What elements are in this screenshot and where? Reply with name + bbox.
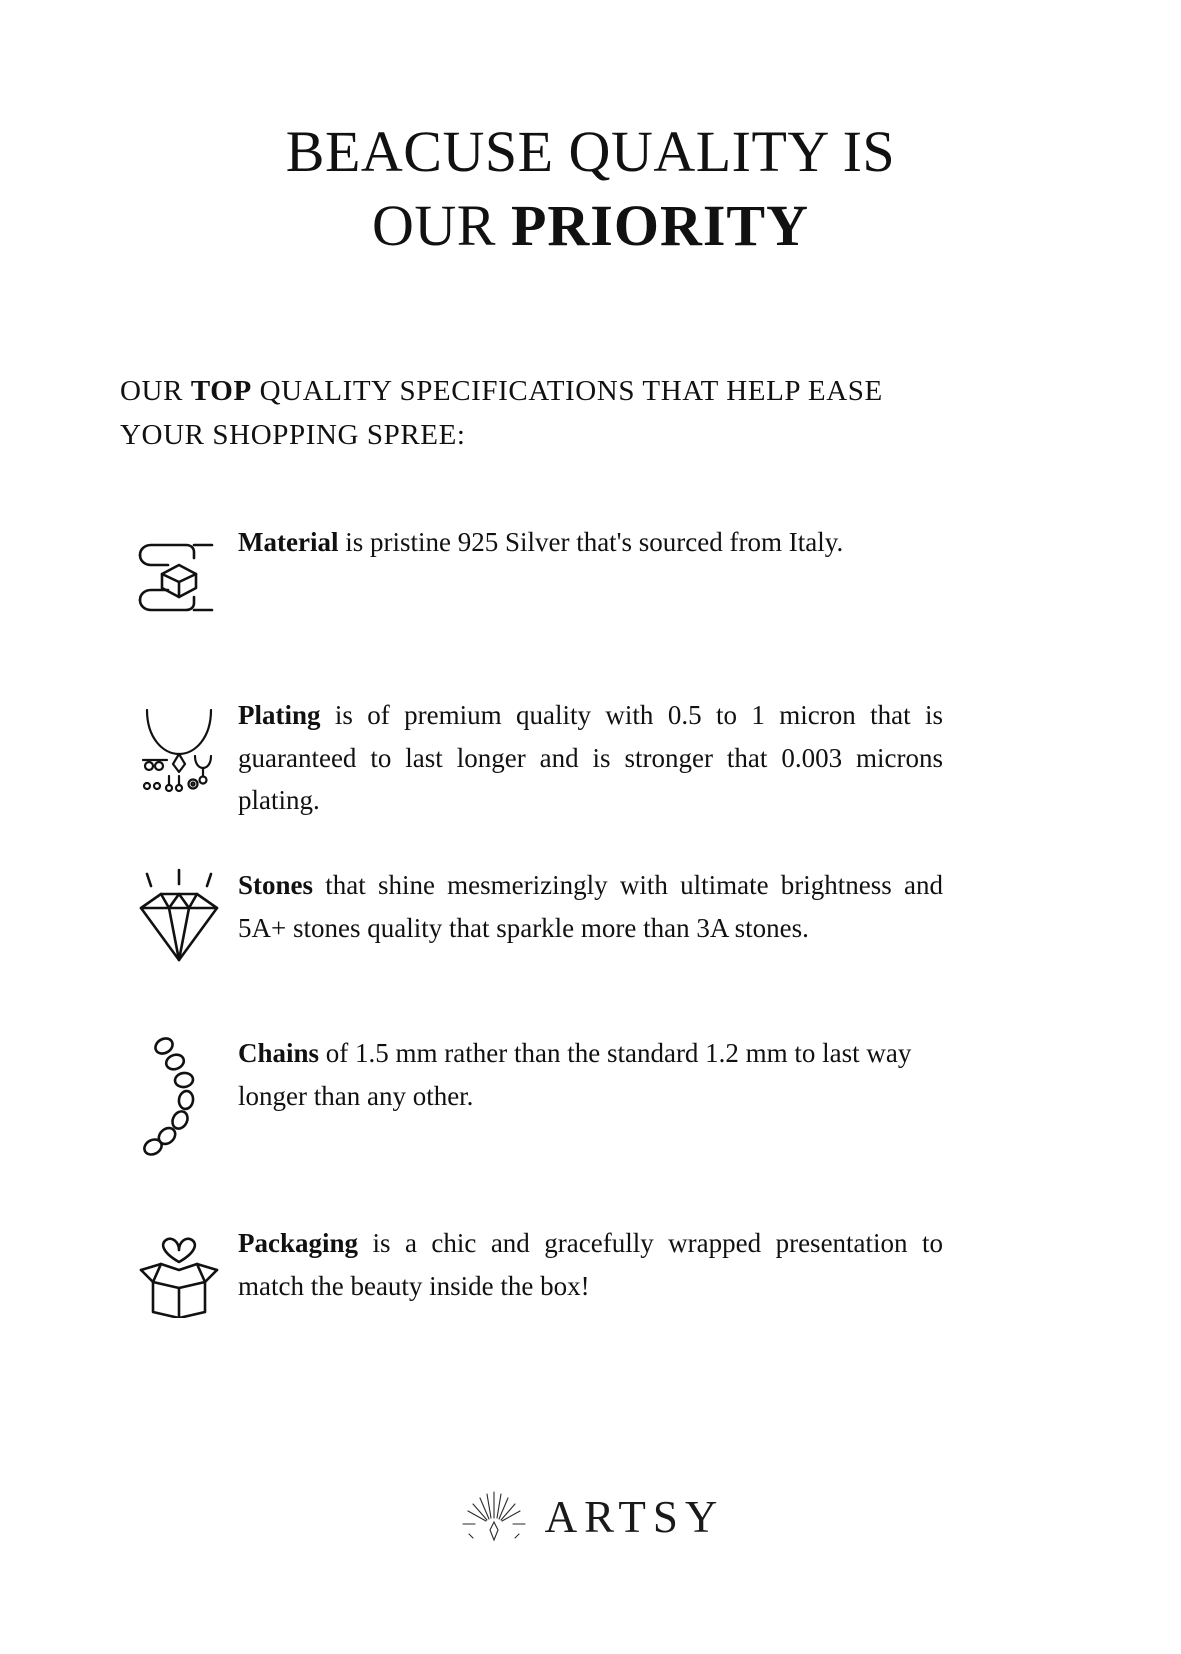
list-item-text <box>238 692 1061 822</box>
list-item-title: Chains <box>238 1038 320 1068</box>
list-item <box>120 519 1061 630</box>
brand-name: ARTSY <box>544 1492 725 1542</box>
title-line-1: BEACUSE QUALITY IS <box>285 119 896 184</box>
list-item-body: is pristine 925 Silver that's sourced from Italy. <box>338 527 844 558</box>
list-item-body: of 1.5 mm rather than the standard 1.2 mm to last way longer than any other. <box>238 1038 912 1111</box>
title-line-2-emphasis: PRIORITY <box>510 193 809 259</box>
chain-icon <box>120 1030 238 1158</box>
list-item-text <box>238 1220 1061 1307</box>
list-item-body: is a chic and gracefully wrapped presentation to match the beauty inside the box! <box>238 1228 943 1301</box>
list-item <box>120 1030 1061 1158</box>
title-line-2-prefix: OUR <box>372 193 511 259</box>
necklace-icon <box>120 692 238 794</box>
list-item-body: that shine mesmerizingly with ultimate brightness and 5A+ stones quality that sparkle more than 3A stones. <box>238 870 943 943</box>
title-line-2 <box>120 192 1061 260</box>
sunburst-icon <box>457 1488 531 1546</box>
list-item-text <box>238 1030 1061 1117</box>
diamond-icon <box>120 862 238 968</box>
list-item-text <box>238 519 1061 564</box>
list-item <box>120 862 1061 968</box>
list-item-title: Packaging <box>238 1228 359 1258</box>
subheading-emphasis: TOP <box>190 374 252 407</box>
subheading-prefix: OUR <box>120 374 191 407</box>
list-item-text <box>238 862 1061 949</box>
list-item-title: Material <box>238 527 339 558</box>
footer-logo <box>0 1488 1181 1546</box>
list-item-body: is of premium quality with 0.5 to 1 micron that is guaranteed to last longer and is stronger that 0.003 microns plating. <box>238 700 943 816</box>
page-title <box>120 0 1061 261</box>
hand-holding-box-icon <box>120 519 238 630</box>
list-item-title: Stones <box>238 870 314 900</box>
list-item-title: Plating <box>238 700 321 731</box>
list-item <box>120 1220 1061 1318</box>
list-item <box>120 692 1061 822</box>
feature-list <box>120 519 1061 1318</box>
subheading-rest: QUALITY SPECIFICATIONS THAT HELP EASE YOUR SHOPPING SPREE: <box>120 374 883 451</box>
gift-box-heart-icon <box>120 1220 238 1318</box>
subheading <box>120 369 950 457</box>
